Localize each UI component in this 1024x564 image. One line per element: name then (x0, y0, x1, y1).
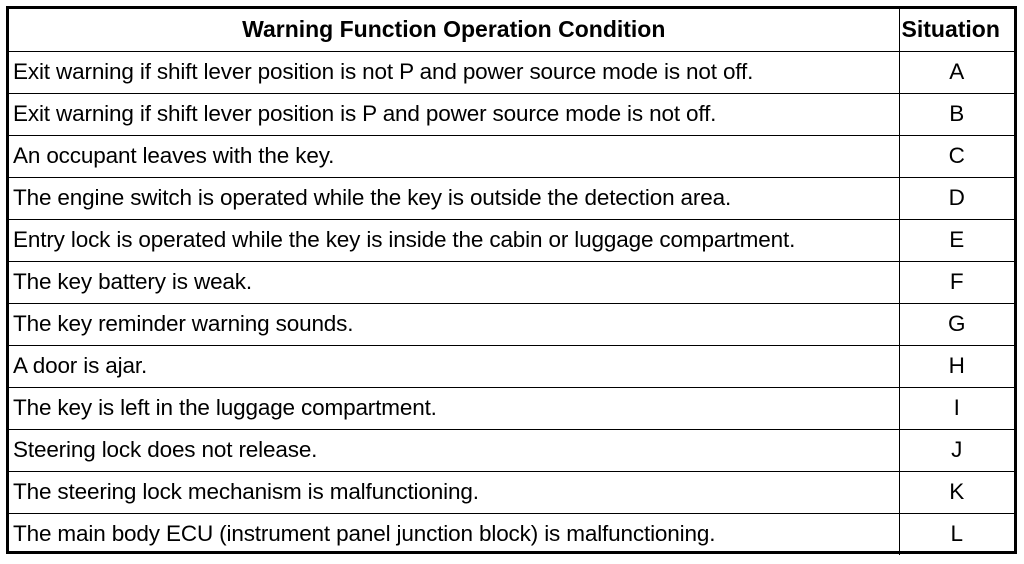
situation-cell: K (899, 471, 1014, 513)
table-row (9, 93, 1014, 135)
warning-function-table-frame (6, 6, 1017, 554)
condition-cell: An occupant leaves with the key. (9, 135, 899, 177)
table-row (9, 51, 1014, 93)
table-row (9, 471, 1014, 513)
condition-cell: The key is left in the luggage compartment. (9, 387, 899, 429)
table-header-row (9, 9, 1014, 51)
situation-cell: I (899, 387, 1014, 429)
condition-cell: The steering lock mechanism is malfunctioning. (9, 471, 899, 513)
situation-cell: J (899, 429, 1014, 471)
situation-cell: D (899, 177, 1014, 219)
condition-cell: Entry lock is operated while the key is inside the cabin or luggage compartment. (9, 219, 899, 261)
situation-cell: F (899, 261, 1014, 303)
situation-cell: G (899, 303, 1014, 345)
situation-cell: L (899, 513, 1014, 555)
table-row (9, 345, 1014, 387)
situation-cell: E (899, 219, 1014, 261)
condition-cell: Exit warning if shift lever position is P and power source mode is not off. (9, 93, 899, 135)
table-row (9, 219, 1014, 261)
header-condition: Warning Function Operation Condition (9, 9, 899, 51)
condition-cell: The engine switch is operated while the key is outside the detection area. (9, 177, 899, 219)
condition-cell: The main body ECU (instrument panel junction block) is malfunctioning. (9, 513, 899, 555)
situation-cell: A (899, 51, 1014, 93)
table-row (9, 177, 1014, 219)
header-situation: Situation (899, 9, 1014, 51)
table-row (9, 261, 1014, 303)
situation-cell: C (899, 135, 1014, 177)
table-row (9, 513, 1014, 555)
table-body (9, 51, 1014, 555)
table-row (9, 135, 1014, 177)
warning-function-table (9, 9, 1014, 555)
condition-cell: A door is ajar. (9, 345, 899, 387)
condition-cell: The key reminder warning sounds. (9, 303, 899, 345)
situation-cell: B (899, 93, 1014, 135)
table-row (9, 303, 1014, 345)
situation-cell: H (899, 345, 1014, 387)
condition-cell: The key battery is weak. (9, 261, 899, 303)
condition-cell: Exit warning if shift lever position is not P and power source mode is not off. (9, 51, 899, 93)
table-row (9, 429, 1014, 471)
table-row (9, 387, 1014, 429)
condition-cell: Steering lock does not release. (9, 429, 899, 471)
